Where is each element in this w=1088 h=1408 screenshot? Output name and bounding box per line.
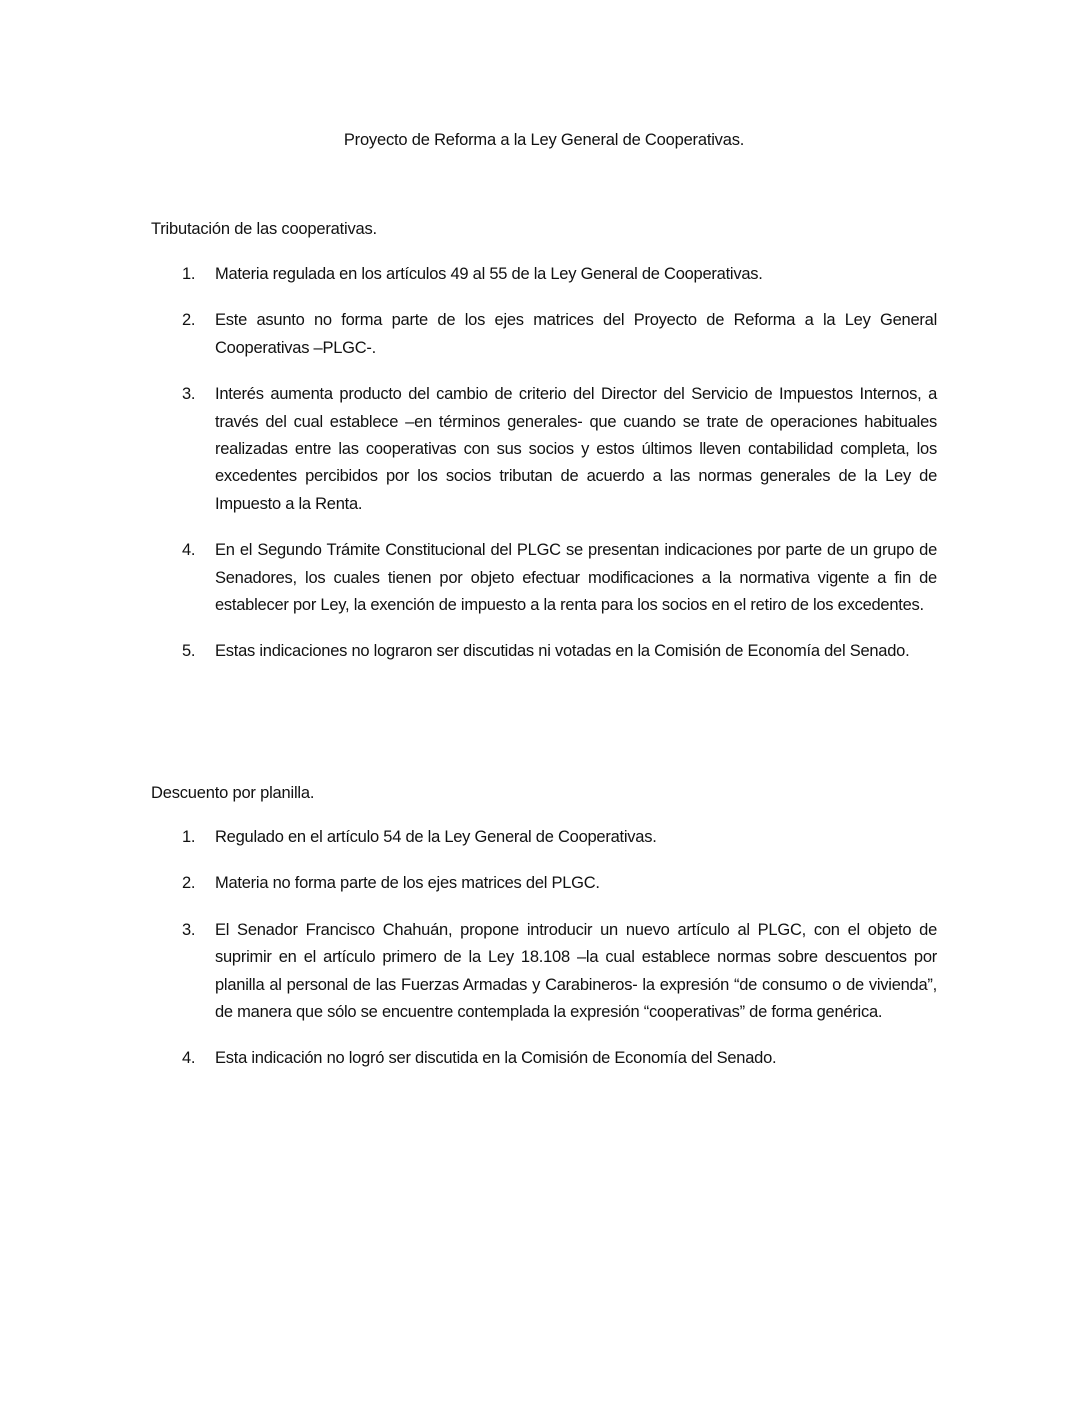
document-title: Proyecto de Reforma a la Ley General de Cooperativas.: [343, 131, 745, 149]
item-text: Materia regulada en los artículos 49 al 55 de la Ley General de Cooperativas.: [215, 265, 763, 283]
item-number: 1.: [182, 828, 196, 846]
item-number: 4.: [182, 1049, 196, 1068]
list-item: [182, 638, 937, 665]
list-item: [182, 307, 937, 362]
item-text: Interés aumenta producto del cambio de criterio del Director del Servicio de Impuestos Internos, a través del cual establece –en términos generales- que cuando se trate de operaciones habituales realizadas entre las cooperativas con sus socios y estos últimos lleven contabilidad completa, los excedentes percibidos por los socios tributan de acuerdo a las normas generales de la Ley de Impuesto a la Renta.: [215, 385, 937, 513]
item-number: 1.: [182, 265, 196, 283]
list-item: [182, 537, 937, 619]
item-text: Este asunto no forma parte de los ejes matrices del Proyecto de Reforma a la Ley General Cooperativas –PLGC-.: [215, 311, 937, 357]
item-text: Materia no forma parte de los ejes matrices del PLGC.: [215, 874, 600, 893]
item-number: 3.: [182, 920, 196, 939]
section-heading-tributacion: Tributación de las cooperativas.: [151, 220, 377, 238]
item-text: Esta indicación no logró ser discutida en la Comisión de Economía del Senado.: [215, 1049, 777, 1068]
section-list-tributacion: [182, 261, 937, 685]
list-item: [182, 1045, 937, 1072]
item-number: 4.: [182, 541, 196, 560]
section-heading-descuento: Descuento por planilla.: [151, 784, 315, 802]
list-item: [182, 824, 937, 851]
item-text: El Senador Francisco Chahuán, propone introducir un nuevo artículo al PLGC, con el objeto de suprimir en el artículo primero de la Ley 18.108 –la cual establece normas sobre descuentos por planilla al personal de las Fuerzas Armadas y Carabineros- la expresión “de consumo o de vivienda”, de manera que sólo se encuentre contemplada la expresión “cooperativas” de forma genérica.: [215, 920, 937, 1022]
item-number: 2.: [182, 311, 196, 330]
item-number: 3.: [182, 385, 196, 404]
item-text: Estas indicaciones no lograron ser discutidas ni votadas en la Comisión de Economía del Senado.: [215, 642, 910, 661]
list-item: [182, 870, 937, 897]
section-list-descuento: [182, 824, 937, 1092]
list-item: [182, 261, 937, 288]
list-item: [182, 917, 937, 1027]
item-number: 5.: [182, 642, 196, 661]
item-text: Regulado en el artículo 54 de la Ley General de Cooperativas.: [215, 828, 657, 846]
list-item: [182, 381, 937, 518]
item-number: 2.: [182, 874, 196, 893]
item-text: En el Segundo Trámite Constitucional del PLGC se presentan indicaciones por parte de un grupo de Senadores, los cuales tienen por objeto efectuar modificaciones a la normativa vigente a fin de establecer por Ley, la exención de impuesto a la renta para los socios en el retiro de los excedentes.: [215, 541, 937, 615]
